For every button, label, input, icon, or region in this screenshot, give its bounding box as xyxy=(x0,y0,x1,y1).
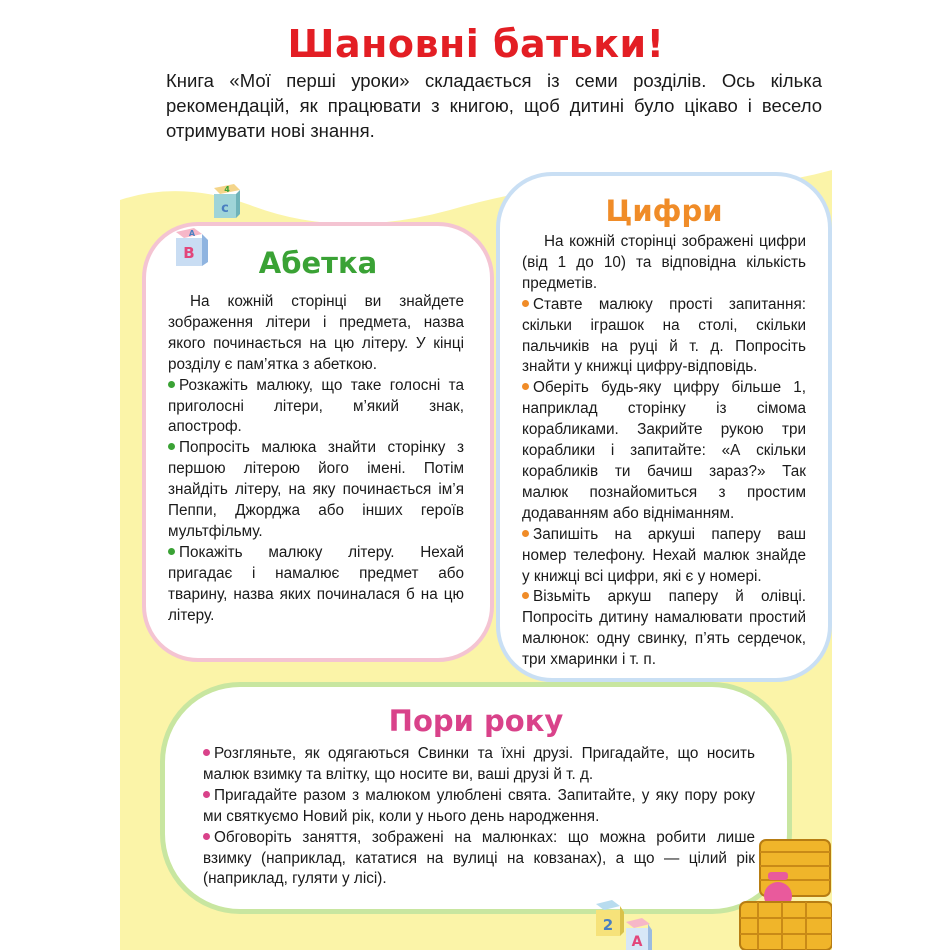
bullet-dot-icon xyxy=(203,833,210,840)
svg-text:c: c xyxy=(221,201,229,216)
svg-text:A: A xyxy=(188,229,196,238)
bottom-left-toy-block-icon xyxy=(596,900,624,936)
svg-text:B: B xyxy=(183,244,195,262)
alphabet-text xyxy=(168,292,464,627)
list-item: Розгляньте, як одягаються Свинки та їхні друзі. Пригадайте, що носить малюк взимку та влітку, що носите ви, ваші друзі й т. д. xyxy=(203,745,755,783)
numbers-text xyxy=(522,232,806,671)
bullet-dot-icon xyxy=(168,548,175,555)
picnic-basket-icon xyxy=(738,832,832,950)
toy-blocks-icon xyxy=(170,182,242,272)
seasons-title: Пори року xyxy=(388,704,564,738)
svg-text:2: 2 xyxy=(602,916,614,934)
list-item: Ставте малюку прості запитання: скільки іграшок на столі, скільки пальчиків на руці й т. д. Попросіть знайти у книжці цифру-відповідь. xyxy=(522,295,806,376)
bottom-right-toy-block-icon xyxy=(626,918,652,950)
bullet-dot-icon xyxy=(203,749,210,756)
numbers-card xyxy=(496,172,832,682)
bullet-dot-icon xyxy=(522,383,529,390)
list-item: Оберіть будь-яку цифру більше 1, наприклад сторінку із сімома корабликами. Закрийте рукою три кораблики і запитайте: «А скільки корабликів ти бачиш зараз?» Так малюк познайомиться з простим додаванням або відніманням. xyxy=(522,379,806,522)
list-item: Покажіть малюку літеру. Нехай пригадає і намалює предмет або тварину, назва яких починалася б на цю літеру. xyxy=(168,543,464,624)
list-item: Попросіть малюка знайти сторінку з першою літерою його імені. Потім знайдіть літеру, на яку починається ім’я Пеппи, Джорджа або інших героїв мультфільму. xyxy=(168,439,464,540)
seasons-card xyxy=(160,682,792,914)
bullet-dot-icon xyxy=(203,791,210,798)
list-item: Візьміть аркуш паперу й олівці. Попросіть дитину намалювати простий малюнок: одну свинку, п’ять сердечок, три хмаринки і т. п. xyxy=(522,588,806,669)
bullet-dot-icon xyxy=(522,300,529,307)
intro-paragraph: Книга «Мої перші уроки» складається із семи розділів. Ось кілька рекомендацій, як працювати з книгою, щоб дитині було цікаво і весело отримувати нові знання. xyxy=(166,70,822,141)
bullet-dot-icon xyxy=(522,530,529,537)
alphabet-card xyxy=(142,222,494,662)
seasons-text xyxy=(203,744,755,890)
bullet-dot-icon xyxy=(522,592,529,599)
numbers-title: Цифри xyxy=(605,194,723,228)
list-item: Пригадайте разом з малюком улюблені свята. Запитайте, у яку пору року ми святкуємо Новий рік, коли у нього день народження. xyxy=(203,786,755,825)
list-item: Обговоріть заняття, зображені на малюнках: що можна робити лише взимку (наприклад, кататися на вулиці на ковзанах), а що — цілий рік (наприклад, гуляти у лісі). xyxy=(203,828,755,888)
alphabet-lead: На кожній сторінці ви знайдете зображення літери і предмета, назва якого починається на цю літеру. У кінці розділу є пам’ятка з абеткою. xyxy=(168,293,464,373)
page-title: Шановні батьки! xyxy=(287,22,665,66)
numbers-lead: На кожній сторінці зображені цифри (від 1 до 10) та відповідна кількість предметів. xyxy=(522,233,806,292)
alphabet-title: Абетка xyxy=(258,246,378,280)
bullet-dot-icon xyxy=(168,381,175,388)
list-item: Розкажіть малюку, що таке голосні та приголосні літери, м’який знак, апостроф. xyxy=(168,376,464,436)
list-item: Запишіть на аркуші паперу ваш номер телефону. Нехай малюк знайде у книжці всі цифри, які є у номері. xyxy=(522,525,806,585)
svg-text:A: A xyxy=(631,934,643,950)
book-page xyxy=(120,0,832,950)
svg-text:4: 4 xyxy=(224,185,230,194)
left-toy-block-icon xyxy=(176,228,208,266)
bottom-toy-blocks-icon xyxy=(590,898,660,950)
bullet-dot-icon xyxy=(168,443,175,450)
top-toy-block-icon xyxy=(214,184,240,218)
